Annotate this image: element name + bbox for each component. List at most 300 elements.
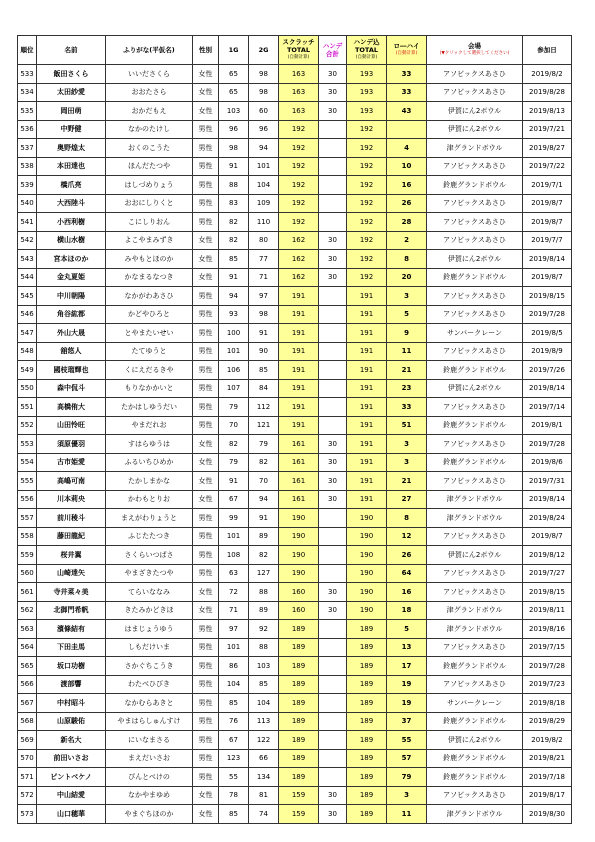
cell-name: 中川朝陽 <box>37 287 106 306</box>
cell-handicap <box>319 416 347 435</box>
cell-rank: 540 <box>18 194 37 213</box>
cell-scratch-total: 163 <box>279 102 319 121</box>
cell-kana: たかはしゆうだい <box>106 398 193 417</box>
cell-scratch-total: 162 <box>279 250 319 269</box>
table-row <box>18 805 572 824</box>
cell-handicap-included-total: 192 <box>347 231 387 250</box>
table-row <box>18 213 572 232</box>
table-row <box>18 250 572 269</box>
cell-date: 2019/8/11 <box>523 601 572 620</box>
cell-low-high: 55 <box>387 731 427 750</box>
cell-kana: たてゆうと <box>106 342 193 361</box>
cell-rank: 566 <box>18 675 37 694</box>
cell-low-high: 5 <box>387 305 427 324</box>
cell-kana: すはらゆうは <box>106 435 193 454</box>
cell-sex: 男性 <box>193 657 219 676</box>
cell-name: 國枝瑠輝也 <box>37 361 106 380</box>
cell-game1: 65 <box>219 65 249 84</box>
cell-game1: 93 <box>219 305 249 324</box>
cell-game2: 79 <box>249 435 279 454</box>
cell-date: 2019/8/1 <box>523 416 572 435</box>
cell-scratch-total: 160 <box>279 601 319 620</box>
cell-low-high: 26 <box>387 194 427 213</box>
cell-handicap <box>319 305 347 324</box>
table-row <box>18 139 572 158</box>
cell-date: 2019/8/7 <box>523 213 572 232</box>
cell-handicap <box>319 675 347 694</box>
cell-venue: アソビックスあさひ <box>427 564 523 583</box>
header-name: 名前 <box>37 36 106 65</box>
cell-date: 2019/7/18 <box>523 768 572 787</box>
cell-handicap-included-total: 189 <box>347 657 387 676</box>
cell-rank: 563 <box>18 620 37 639</box>
cell-sex: 女性 <box>193 601 219 620</box>
cell-handicap: 30 <box>319 250 347 269</box>
cell-game2: 122 <box>249 731 279 750</box>
cell-venue: アソビックスあさひ <box>427 231 523 250</box>
cell-scratch-total: 191 <box>279 324 319 343</box>
table-row <box>18 268 572 287</box>
table-row <box>18 65 572 84</box>
cell-low-high: 28 <box>387 213 427 232</box>
cell-game1: 96 <box>219 120 249 139</box>
cell-low-high: 37 <box>387 712 427 731</box>
cell-handicap-included-total: 192 <box>347 120 387 139</box>
cell-handicap <box>319 139 347 158</box>
cell-game2: 91 <box>249 509 279 528</box>
table-row <box>18 324 572 343</box>
cell-game2: 134 <box>249 768 279 787</box>
cell-game1: 79 <box>219 398 249 417</box>
table-row <box>18 712 572 731</box>
cell-venue: 鈴鹿グランドボウル <box>427 361 523 380</box>
cell-rank: 567 <box>18 694 37 713</box>
cell-name: ピントベケノ <box>37 768 106 787</box>
cell-low-high: 5 <box>387 620 427 639</box>
ranking-table <box>17 35 572 824</box>
cell-kana: なかむらあきと <box>106 694 193 713</box>
cell-game1: 65 <box>219 83 249 102</box>
cell-sex: 男性 <box>193 768 219 787</box>
cell-game1: 85 <box>219 250 249 269</box>
cell-kana: にいなまさる <box>106 731 193 750</box>
cell-scratch-total: 161 <box>279 435 319 454</box>
cell-venue: アソビックスあさひ <box>427 435 523 454</box>
cell-handicap-included-total: 193 <box>347 65 387 84</box>
cell-game1: 70 <box>219 416 249 435</box>
cell-rank: 538 <box>18 157 37 176</box>
cell-sex: 女性 <box>193 583 219 602</box>
cell-scratch-total: 162 <box>279 231 319 250</box>
cell-handicap: 30 <box>319 435 347 454</box>
cell-handicap-included-total: 189 <box>347 749 387 768</box>
cell-game2: 121 <box>249 416 279 435</box>
cell-name: 山原駿佑 <box>37 712 106 731</box>
cell-low-high: 17 <box>387 657 427 676</box>
cell-date: 2019/8/14 <box>523 490 572 509</box>
cell-scratch-total: 162 <box>279 268 319 287</box>
cell-venue: 津グランドボウル <box>427 139 523 158</box>
cell-rank: 569 <box>18 731 37 750</box>
cell-name: 飯田さくら <box>37 65 106 84</box>
cell-sex: 男性 <box>193 120 219 139</box>
cell-kana: てらいななみ <box>106 583 193 602</box>
cell-rank: 549 <box>18 361 37 380</box>
cell-handicap <box>319 657 347 676</box>
table-row <box>18 157 572 176</box>
cell-date: 2019/8/28 <box>523 83 572 102</box>
cell-handicap <box>319 120 347 139</box>
cell-date: 2019/8/16 <box>523 620 572 639</box>
cell-sex: 男性 <box>193 694 219 713</box>
cell-handicap-included-total: 189 <box>347 805 387 824</box>
cell-handicap-included-total: 192 <box>347 194 387 213</box>
cell-handicap: 30 <box>319 472 347 491</box>
table-row <box>18 435 572 454</box>
cell-low-high: 21 <box>387 472 427 491</box>
cell-sex: 男性 <box>193 509 219 528</box>
cell-name: 寺井菜々美 <box>37 583 106 602</box>
cell-game1: 106 <box>219 361 249 380</box>
cell-name: 岡田萌 <box>37 102 106 121</box>
cell-name: 山田怜旺 <box>37 416 106 435</box>
cell-date: 2019/7/28 <box>523 305 572 324</box>
cell-game2: 88 <box>249 638 279 657</box>
cell-game2: 82 <box>249 453 279 472</box>
cell-handicap-included-total: 191 <box>347 416 387 435</box>
cell-game2: 74 <box>249 805 279 824</box>
cell-game1: 78 <box>219 786 249 805</box>
cell-handicap <box>319 157 347 176</box>
cell-date: 2019/8/7 <box>523 527 572 546</box>
cell-rank: 568 <box>18 712 37 731</box>
cell-low-high: 11 <box>387 805 427 824</box>
cell-low-high: 16 <box>387 583 427 602</box>
cell-venue: 鈴鹿グランドボウル <box>427 453 523 472</box>
cell-sex: 男性 <box>193 324 219 343</box>
cell-handicap-included-total: 191 <box>347 342 387 361</box>
cell-scratch-total: 161 <box>279 490 319 509</box>
table-body <box>18 65 572 824</box>
cell-rank: 551 <box>18 398 37 417</box>
cell-handicap <box>319 176 347 195</box>
cell-venue: 鈴鹿グランドボウル <box>427 176 523 195</box>
cell-low-high: 19 <box>387 694 427 713</box>
table-row <box>18 564 572 583</box>
cell-rank: 565 <box>18 657 37 676</box>
table-row <box>18 231 572 250</box>
cell-kana: しもだけいま <box>106 638 193 657</box>
cell-low-high: 64 <box>387 564 427 583</box>
cell-venue: 伊賀にん2ボウル <box>427 379 523 398</box>
cell-sex: 女性 <box>193 786 219 805</box>
cell-date: 2019/8/5 <box>523 324 572 343</box>
cell-name: 川本莉央 <box>37 490 106 509</box>
cell-game1: 55 <box>219 768 249 787</box>
cell-game1: 71 <box>219 601 249 620</box>
cell-handicap-included-total: 193 <box>347 102 387 121</box>
cell-kana: もりなかかいと <box>106 379 193 398</box>
cell-name: 高嶋可南 <box>37 472 106 491</box>
cell-low-high: 21 <box>387 361 427 380</box>
cell-game1: 91 <box>219 472 249 491</box>
cell-venue: 鈴鹿グランドボウル <box>427 416 523 435</box>
cell-venue: 鈴鹿グランドボウル <box>427 657 523 676</box>
cell-handicap: 30 <box>319 805 347 824</box>
cell-game2: 104 <box>249 694 279 713</box>
cell-game1: 82 <box>219 435 249 454</box>
header-game2: 2G <box>249 36 279 65</box>
cell-venue: 伊賀にん2ボウル <box>427 120 523 139</box>
cell-handicap-included-total: 191 <box>347 472 387 491</box>
cell-venue: 津グランドボウル <box>427 620 523 639</box>
cell-handicap <box>319 638 347 657</box>
cell-handicap <box>319 712 347 731</box>
table-row <box>18 361 572 380</box>
cell-venue: アソビックスあさひ <box>427 675 523 694</box>
cell-name: 舘悠人 <box>37 342 106 361</box>
cell-venue: 伊賀にん2ボウル <box>427 731 523 750</box>
cell-game1: 97 <box>219 620 249 639</box>
cell-venue: アソビックスあさひ <box>427 83 523 102</box>
cell-scratch-total: 192 <box>279 157 319 176</box>
cell-scratch-total: 189 <box>279 749 319 768</box>
cell-low-high <box>387 120 427 139</box>
cell-sex: 女性 <box>193 453 219 472</box>
cell-sex: 女性 <box>193 250 219 269</box>
cell-venue: アソビックスあさひ <box>427 583 523 602</box>
cell-sex: 男性 <box>193 194 219 213</box>
cell-sex: 男性 <box>193 139 219 158</box>
cell-sex: 女性 <box>193 231 219 250</box>
cell-handicap-included-total: 192 <box>347 139 387 158</box>
cell-scratch-total: 190 <box>279 546 319 565</box>
cell-scratch-total: 159 <box>279 786 319 805</box>
cell-venue: アソビックスあさひ <box>427 65 523 84</box>
cell-venue: サンバークレーン <box>427 694 523 713</box>
cell-scratch-total: 191 <box>279 361 319 380</box>
cell-venue: アソビックスあさひ <box>427 287 523 306</box>
cell-game2: 94 <box>249 490 279 509</box>
cell-sex: 女性 <box>193 435 219 454</box>
cell-kana: なかがわあさひ <box>106 287 193 306</box>
cell-handicap-included-total: 190 <box>347 564 387 583</box>
cell-sex: 女性 <box>193 490 219 509</box>
cell-kana: なかやまゆめ <box>106 786 193 805</box>
cell-venue: アソビックスあさひ <box>427 398 523 417</box>
header-handicap-included-total: ハンデ込 TOTAL (自動計算) <box>347 36 387 65</box>
cell-kana: やまだれお <box>106 416 193 435</box>
table-row <box>18 490 572 509</box>
cell-handicap-included-total: 191 <box>347 324 387 343</box>
cell-scratch-total: 163 <box>279 83 319 102</box>
cell-handicap <box>319 546 347 565</box>
cell-date: 2019/8/2 <box>523 731 572 750</box>
cell-handicap-included-total: 190 <box>347 509 387 528</box>
cell-rank: 571 <box>18 768 37 787</box>
cell-scratch-total: 161 <box>279 453 319 472</box>
cell-kana: やまぐちほのか <box>106 805 193 824</box>
cell-date: 2019/7/26 <box>523 361 572 380</box>
cell-handicap <box>319 564 347 583</box>
cell-venue: 鈴鹿グランドボウル <box>427 712 523 731</box>
table-row <box>18 786 572 805</box>
cell-low-high: 11 <box>387 342 427 361</box>
cell-low-high: 8 <box>387 250 427 269</box>
cell-game2: 104 <box>249 176 279 195</box>
cell-game1: 101 <box>219 638 249 657</box>
cell-date: 2019/8/30 <box>523 805 572 824</box>
cell-game1: 91 <box>219 157 249 176</box>
cell-handicap-included-total: 191 <box>347 435 387 454</box>
cell-rank: 557 <box>18 509 37 528</box>
cell-handicap: 30 <box>319 786 347 805</box>
cell-venue: 伊賀にん2ボウル <box>427 102 523 121</box>
cell-rank: 535 <box>18 102 37 121</box>
cell-venue: アソビックスあさひ <box>427 157 523 176</box>
cell-low-high: 13 <box>387 638 427 657</box>
cell-venue: サンバークレーン <box>427 324 523 343</box>
cell-low-high: 2 <box>387 231 427 250</box>
header-sex: 性別 <box>193 36 219 65</box>
cell-date: 2019/8/7 <box>523 194 572 213</box>
cell-name: 藤田龍紀 <box>37 527 106 546</box>
cell-sex: 男性 <box>193 416 219 435</box>
cell-kana: ふじたたつき <box>106 527 193 546</box>
cell-game2: 96 <box>249 120 279 139</box>
header-rank: 順位 <box>18 36 37 65</box>
cell-date: 2019/8/27 <box>523 139 572 158</box>
cell-date: 2019/7/31 <box>523 472 572 491</box>
cell-rank: 550 <box>18 379 37 398</box>
cell-kana: おおたさら <box>106 83 193 102</box>
cell-scratch-total: 192 <box>279 194 319 213</box>
cell-rank: 564 <box>18 638 37 657</box>
table-row <box>18 342 572 361</box>
cell-sex: 男性 <box>193 398 219 417</box>
cell-name: 奥野煌太 <box>37 139 106 158</box>
cell-handicap <box>319 694 347 713</box>
cell-date: 2019/7/14 <box>523 398 572 417</box>
cell-handicap-included-total: 189 <box>347 712 387 731</box>
header-date: 参加日 <box>523 36 572 65</box>
cell-game2: 98 <box>249 305 279 324</box>
cell-venue: アソビックスあさひ <box>427 342 523 361</box>
cell-name: 小西利樹 <box>37 213 106 232</box>
cell-kana: まえがわりょうと <box>106 509 193 528</box>
cell-sex: 女性 <box>193 65 219 84</box>
cell-name: 古市姫愛 <box>37 453 106 472</box>
cell-kana: わたべひびき <box>106 675 193 694</box>
cell-kana: かわもとりお <box>106 490 193 509</box>
cell-game1: 67 <box>219 490 249 509</box>
cell-date: 2019/7/27 <box>523 564 572 583</box>
cell-sex: 男性 <box>193 361 219 380</box>
cell-date: 2019/7/28 <box>523 657 572 676</box>
cell-kana: かどやひろと <box>106 305 193 324</box>
cell-game1: 101 <box>219 527 249 546</box>
cell-handicap: 30 <box>319 83 347 102</box>
cell-venue: アソビックスあさひ <box>427 194 523 213</box>
cell-handicap-included-total: 189 <box>347 675 387 694</box>
cell-game1: 94 <box>219 287 249 306</box>
cell-rank: 553 <box>18 435 37 454</box>
cell-kana: いいださくら <box>106 65 193 84</box>
cell-scratch-total: 189 <box>279 675 319 694</box>
cell-game2: 89 <box>249 601 279 620</box>
cell-name: 桜井翼 <box>37 546 106 565</box>
cell-rank: 561 <box>18 583 37 602</box>
cell-date: 2019/8/18 <box>523 694 572 713</box>
cell-low-high: 23 <box>387 379 427 398</box>
header-low-high: ロ―ハイ (自動計算) <box>387 36 427 65</box>
cell-handicap-included-total: 190 <box>347 527 387 546</box>
cell-sex: 男性 <box>193 620 219 639</box>
cell-rank: 560 <box>18 564 37 583</box>
cell-low-high: 12 <box>387 527 427 546</box>
cell-handicap: 30 <box>319 268 347 287</box>
cell-game2: 89 <box>249 527 279 546</box>
cell-handicap <box>319 194 347 213</box>
cell-game2: 70 <box>249 472 279 491</box>
cell-low-high: 27 <box>387 490 427 509</box>
cell-date: 2019/8/15 <box>523 287 572 306</box>
cell-rank: 544 <box>18 268 37 287</box>
cell-game2: 101 <box>249 157 279 176</box>
cell-game1: 101 <box>219 342 249 361</box>
cell-handicap-included-total: 192 <box>347 250 387 269</box>
cell-date: 2019/8/24 <box>523 509 572 528</box>
cell-rank: 548 <box>18 342 37 361</box>
cell-name: 大西陸斗 <box>37 194 106 213</box>
cell-date: 2019/8/6 <box>523 453 572 472</box>
cell-name: 濱條結有 <box>37 620 106 639</box>
cell-kana: たかしまかな <box>106 472 193 491</box>
table-row <box>18 83 572 102</box>
cell-rank: 546 <box>18 305 37 324</box>
cell-handicap: 30 <box>319 583 347 602</box>
cell-handicap-included-total: 189 <box>347 731 387 750</box>
header-kana: ふりがな(平仮名) <box>106 36 193 65</box>
cell-scratch-total: 191 <box>279 398 319 417</box>
cell-game2: 113 <box>249 712 279 731</box>
table-row <box>18 731 572 750</box>
cell-game2: 92 <box>249 620 279 639</box>
table-row <box>18 620 572 639</box>
cell-rank: 570 <box>18 749 37 768</box>
cell-handicap-included-total: 191 <box>347 287 387 306</box>
cell-game2: 66 <box>249 749 279 768</box>
cell-handicap-included-total: 192 <box>347 268 387 287</box>
cell-sex: 女性 <box>193 83 219 102</box>
cell-low-high: 18 <box>387 601 427 620</box>
cell-game1: 104 <box>219 675 249 694</box>
cell-game2: 110 <box>249 213 279 232</box>
cell-handicap <box>319 324 347 343</box>
cell-game2: 85 <box>249 361 279 380</box>
header-handicap-total: ハンデ 合計 <box>319 36 347 65</box>
header-game1: 1G <box>219 36 249 65</box>
cell-date: 2019/7/21 <box>523 120 572 139</box>
cell-handicap <box>319 342 347 361</box>
cell-rank: 534 <box>18 83 37 102</box>
cell-venue: アソビックスあさひ <box>427 527 523 546</box>
cell-rank: 573 <box>18 805 37 824</box>
cell-sex: 女性 <box>193 472 219 491</box>
cell-rank: 545 <box>18 287 37 306</box>
cell-rank: 537 <box>18 139 37 158</box>
cell-kana: やまはらしゅんすけ <box>106 712 193 731</box>
